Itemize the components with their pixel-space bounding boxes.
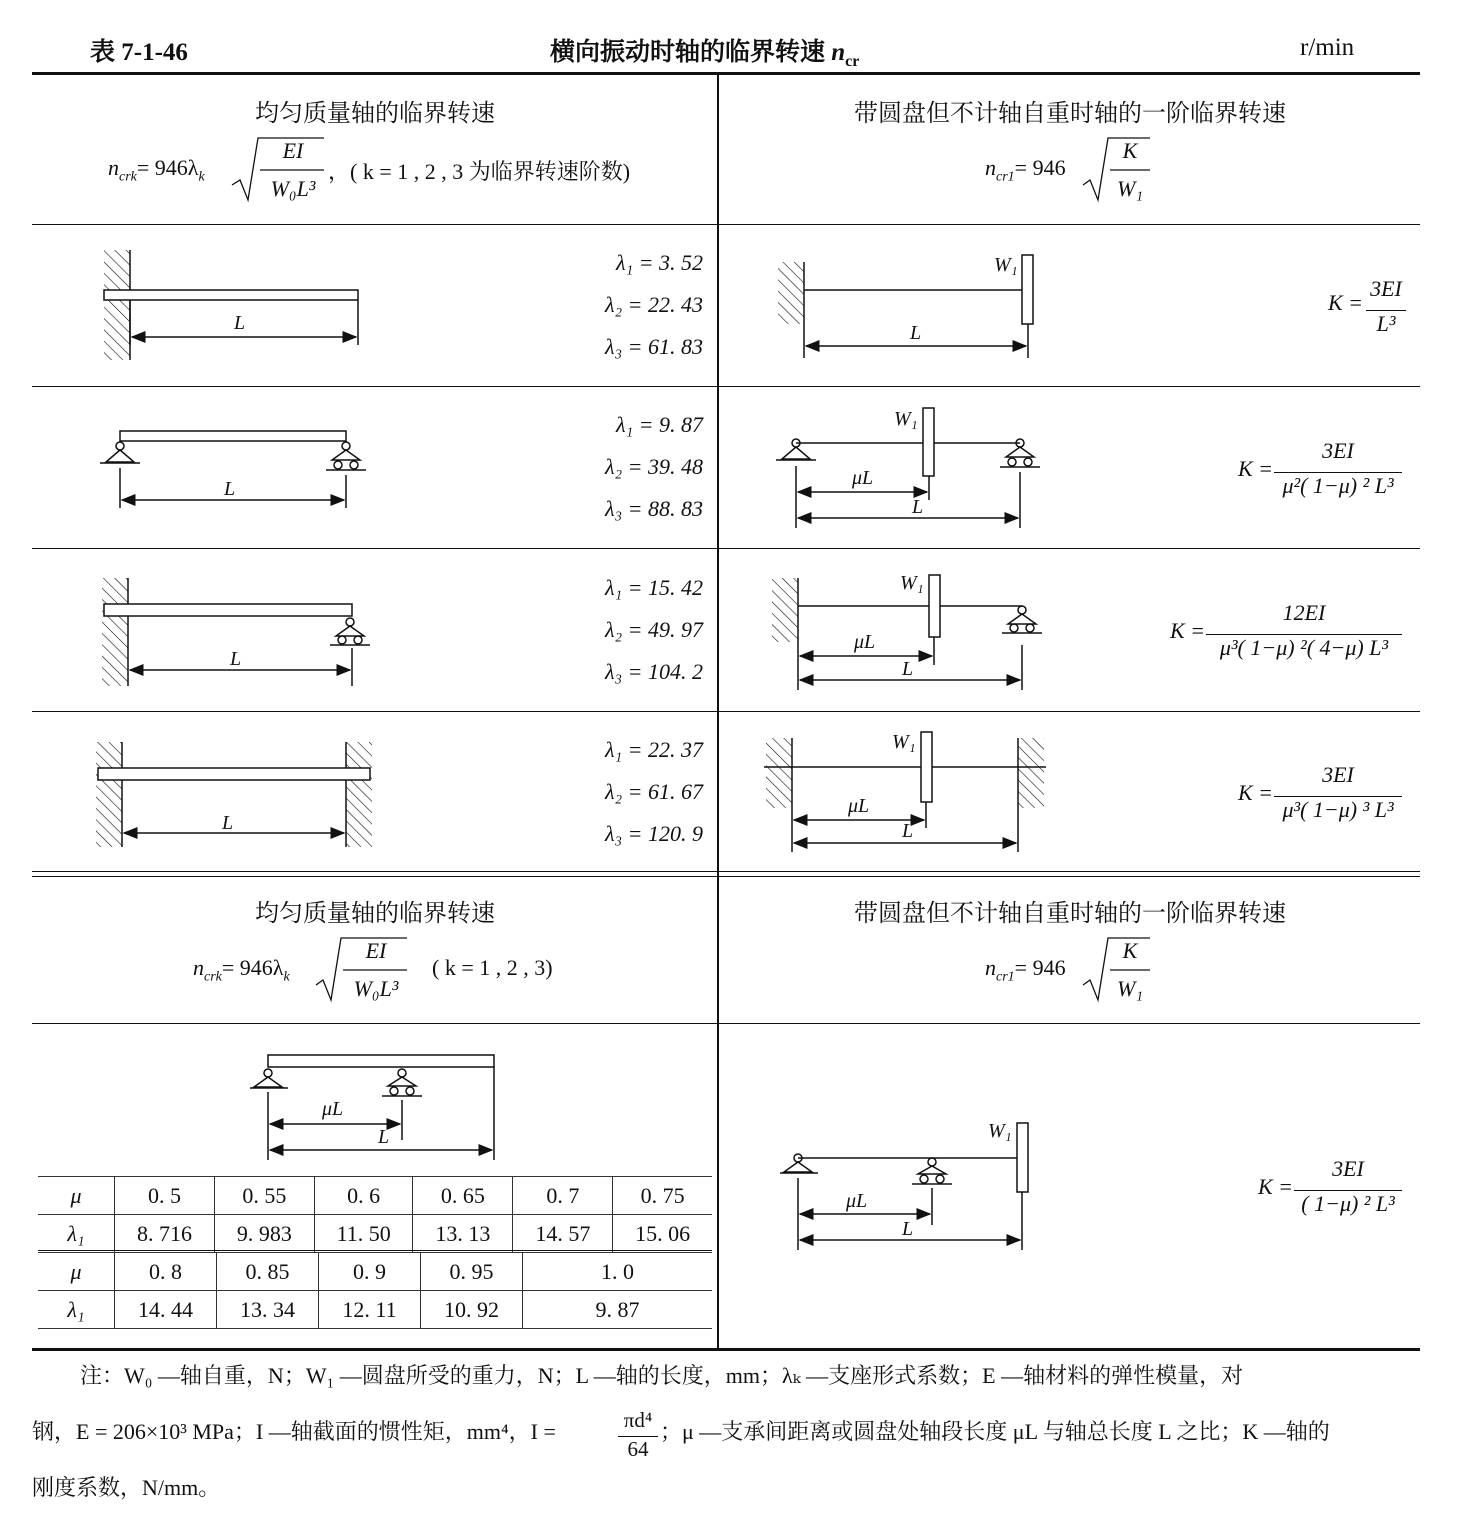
table-cell: 8. 716 [115,1215,215,1253]
uniform-sqrt-den-2: W₀L³ [353,976,399,1001]
table-cell: 10. 92 [421,1291,523,1329]
diagram-overhang-uniform [250,1055,494,1160]
table-cell: 0. 75 [613,1177,712,1215]
formula-sub: crk [119,169,137,185]
note-line-1: 注：W₀ —轴自重，N；W₁ —圆盘所受的重力，N；L —轴的长度，mm；λₖ —支座形式系数；E —轴材料的弹性模量，对 [80,1363,1244,1388]
k-den-r2: μ²( 1−μ) ² L³ [1274,472,1402,499]
table-row [38,1177,712,1215]
k-eq-r3: K = [1170,618,1206,643]
k-num-r2: 3EI [1322,438,1354,463]
lambda-r3-1: λ₁ = 15. 42 [604,575,703,600]
table-cell: 1. 0 [523,1253,713,1291]
formula-coef: = 946λ [136,155,199,180]
k-num-r1: 3EI [1370,276,1402,301]
table-cell: 0. 6 [314,1177,413,1215]
lambda-r4-2: λ₂ = 61. 67 [604,779,703,804]
k-eq-bottom: K = [1258,1174,1294,1199]
note-line-3: 刚度系数，N/mm。 [32,1475,221,1500]
table-head-mu: μ [38,1177,115,1215]
note-fraction-den: 64 [618,1436,658,1462]
table-number: 表 7-1-46 [90,39,188,66]
k-eq-r2: K = [1238,456,1274,481]
table-cell: 0. 5 [115,1177,215,1215]
disk-sqrt-num: K [1122,138,1138,163]
title-symbol: n [831,39,846,66]
formula-k: k [283,969,290,985]
k-den-bottom: ( 1−μ) ² L³ [1294,1190,1402,1217]
formula-k: k [198,169,205,185]
sqrt-disk-top [1083,138,1150,200]
title-subscript: cr [845,53,860,70]
table-cell: 9. 983 [214,1215,314,1253]
label-muL: μL [854,631,876,653]
uniform-sqrt-num: EI [282,138,304,163]
table-cell: 13. 34 [217,1291,319,1329]
k-den-r1: L³ [1366,310,1406,337]
label-L: L [902,1218,914,1240]
k-den-r4: μ³( 1−μ) ³ L³ [1274,796,1402,823]
uniform-formula-note-2: ( k = 1 , 2 , 3) [432,955,553,980]
table-double-rule [38,1250,712,1251]
formula-sub: cr1 [996,169,1015,185]
mu-lambda-table-top [38,1176,712,1253]
label-muL: μL [852,467,874,489]
k-num-bottom: 3EI [1332,1156,1364,1181]
table-cell: 12. 11 [319,1291,421,1329]
label-muL: μL [322,1098,344,1120]
table-head-lambda: λ₁ [38,1291,115,1329]
table-cell: 0. 7 [513,1177,613,1215]
k-den-r3: μ³( 1−μ) ²( 4−μ) L³ [1206,634,1402,661]
sqrt-uniform-top [232,138,324,200]
table-row [38,1253,712,1291]
lambda-r4-1: λ₁ = 22. 37 [604,737,703,762]
lambda-r4-3: λ₃ = 120. 9 [604,821,703,846]
uniform-sqrt-num-2: EI [365,938,387,963]
formula-n: n [108,155,119,180]
lambda-r3-2: λ₂ = 49. 97 [604,617,703,642]
label-W1: W₁ [892,731,916,753]
disk-sqrt-den: W₁ [1117,176,1143,201]
disk-sqrt-den-2: W₁ [1117,976,1143,1001]
label-W1: W₁ [894,408,918,430]
uniform-formula-note: ，( k = 1 , 2 , 3 为临界转速阶数) [328,159,631,184]
title-text: 横向振动时轴的临界转速 [550,39,832,66]
label-L: L [224,478,236,500]
mu-lambda-table-bottom [38,1252,712,1329]
label-L: L [222,812,234,834]
label-W1: W₁ [900,572,924,594]
table-cell: 0. 8 [115,1253,217,1291]
lambda-r2-2: λ₂ = 39. 48 [604,454,703,479]
uniform-title-2: 均匀质量轴的临界转速 [255,901,495,927]
lambda-r3-3: λ₃ = 104. 2 [604,659,703,684]
formula-sub: crk [204,969,222,985]
table-cell: 0. 55 [214,1177,314,1215]
lambda-r1-1: λ₁ = 3. 52 [615,250,703,275]
table-cell: 0. 9 [319,1253,421,1291]
label-L: L [902,658,914,680]
table-cell: 14. 57 [513,1215,613,1253]
label-L: L [912,496,924,518]
label-L: L [910,322,922,344]
uniform-sqrt-den: W₀L³ [270,176,316,201]
lambda-r2-3: λ₃ = 88. 83 [604,496,703,521]
label-muL: μL [848,795,870,817]
formula-sub: cr1 [996,969,1015,985]
table-cell: 11. 50 [314,1215,413,1253]
label-L: L [902,820,914,842]
table-head-lambda: λ₁ [38,1215,115,1253]
unit-label: r/min [1300,34,1355,61]
label-L: L [378,1126,390,1148]
formula-n: n [985,155,996,180]
diagram-fixed-fixed-uniform [96,742,372,847]
disk-sqrt-num-2: K [1122,938,1138,963]
formula-coef: = 946 [1014,955,1066,980]
label-L: L [234,312,246,334]
sqrt-uniform-bottom [316,938,407,1000]
formula-coef: = 946λ [221,955,284,980]
k-eq-r1: K = [1328,290,1364,315]
table-cell: 15. 06 [613,1215,712,1253]
lambda-r1-2: λ₂ = 22. 43 [604,292,703,317]
table-cell: 13. 13 [413,1215,513,1253]
formula-n: n [193,955,204,980]
table-head-mu: μ [38,1253,115,1291]
table-row [38,1291,712,1329]
label-W1: W₁ [994,254,1018,276]
k-num-r3: 12EI [1282,600,1326,625]
disk-title: 带圆盘但不计轴自重时轴的一阶临界转速 [854,101,1286,127]
table-cell: 0. 65 [413,1177,513,1215]
label-W1: W₁ [988,1120,1012,1142]
note-line-2a: 钢，E = 206×10³ MPa；I —轴截面的惯性矩，mm⁴，I = [32,1419,556,1444]
table-cell: 14. 44 [115,1291,217,1329]
label-muL: μL [846,1190,868,1212]
k-num-r4: 3EI [1322,762,1354,787]
note-fraction-num: πd⁴ [623,1408,653,1432]
disk-title-2: 带圆盘但不计轴自重时轴的一阶临界转速 [854,901,1286,927]
formula-coef: = 946 [1014,155,1066,180]
table-cell: 0. 85 [217,1253,319,1291]
table-row [38,1215,712,1253]
formula-n: n [985,955,996,980]
label-L: L [230,648,242,670]
sqrt-disk-bottom [1083,938,1150,1000]
note-line-2b: ；μ —支承间距离或圆盘处轴段长度 μL 与轴总长度 L 之比；K —轴的 [660,1419,1330,1444]
k-eq-r4: K = [1238,780,1274,805]
lambda-r2-1: λ₁ = 9. 87 [615,412,703,437]
diagram-cantilever-uniform [104,250,358,360]
lambda-r1-3: λ₃ = 61. 83 [604,334,703,359]
uniform-title: 均匀质量轴的临界转速 [255,101,495,127]
table-cell: 9. 87 [523,1291,713,1329]
table-cell: 0. 95 [421,1253,523,1291]
